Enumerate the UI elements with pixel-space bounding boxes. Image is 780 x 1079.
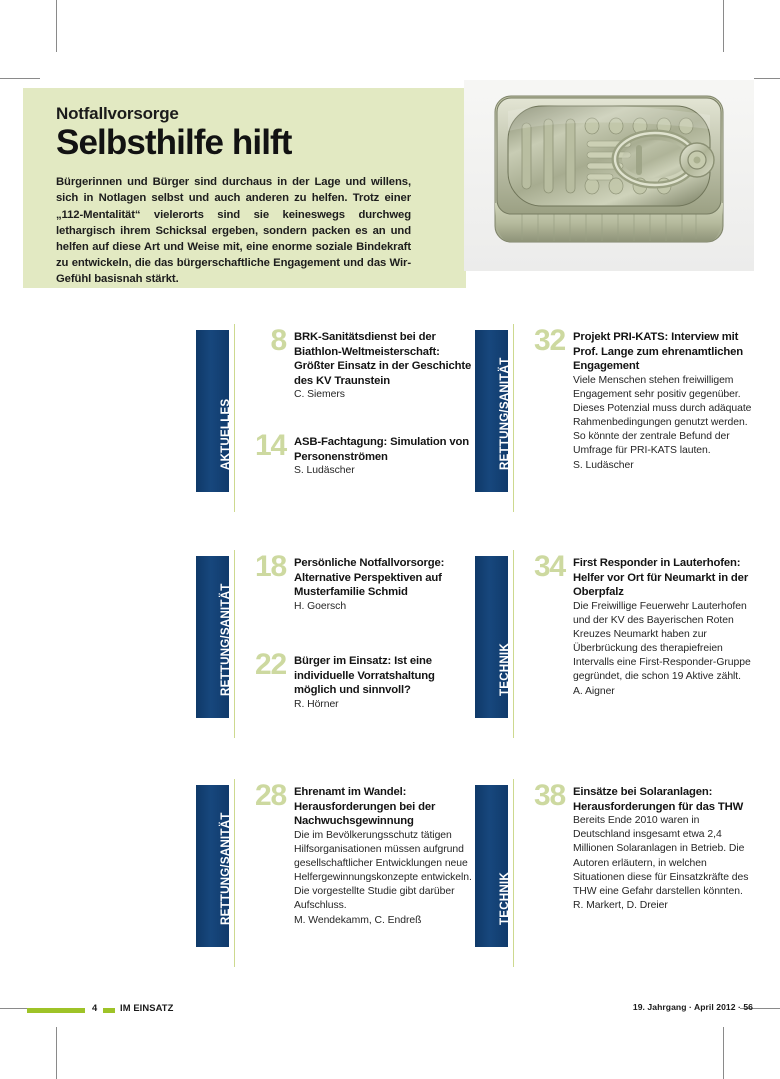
toc-entry-author: R. Hörner (294, 698, 339, 710)
toc-entry-title[interactable]: First Responder in Lauterhofen: Helfer vor Ort für Neumarkt in der Oberpfalz (573, 557, 749, 599)
footer-publication: IM EINSATZ (120, 1002, 174, 1013)
toc-entry[interactable] (521, 779, 761, 913)
category-rail (196, 556, 232, 718)
category-rail (196, 330, 232, 492)
header-kicker: Notfallvorsorge (56, 104, 179, 123)
green-divider-rule (234, 550, 235, 738)
toc-entry-author: S. Ludäscher (294, 465, 355, 477)
toc-page-number[interactable]: 34 (534, 550, 565, 583)
toc-entry-author: M. Wendekamm, C. Endreß (294, 914, 422, 926)
toc-entry-title[interactable]: Ehrenamt im Wandel: Herausforderungen bei der Nachwuchsgewinnung (294, 786, 436, 828)
toc-group (196, 779, 472, 947)
toc-entry-author: R. Markert, D. Dreier (573, 899, 668, 911)
toc-page-number[interactable]: 32 (534, 324, 565, 357)
toc-group (475, 779, 749, 947)
toc-entry-title[interactable]: Persönliche Notfallvorsorge: Alternative Perspektiven auf Musterfamilie Schmid (294, 557, 445, 599)
toc-entry-title[interactable]: ASB-Fachtagung: Simulation von Personenströmen (294, 436, 469, 463)
toc-entry-body (294, 556, 476, 614)
green-divider-rule (234, 779, 235, 967)
toc-entry-body (573, 556, 755, 699)
category-label-text: TECHNIK (498, 872, 511, 925)
toc-entry[interactable] (242, 429, 482, 478)
toc-entry-body (294, 435, 476, 478)
toc-entry[interactable] (521, 550, 761, 699)
footer-issue: 19. Jahrgang · April 2012 · 56 (632, 1002, 753, 1012)
toc-group (196, 324, 472, 492)
toc-entry-title[interactable]: Projekt PRI-KATS: Interview mit Prof. Lange zum ehrenamtlichen Engagement (573, 331, 744, 373)
category-label-text: RETTUNG/SANITÄT (498, 357, 511, 470)
toc-entry-body (573, 785, 755, 913)
toc-entry-blurb: Bereits Ende 2010 waren in Deutschland insgesamt etwa 2,4 Millionen Solaranlagen in Betrieb. Die Autoren erläutern, in welchen Situationen diese für Einsatzkräfte des THW eine Gefahr darstellen könnten. (573, 815, 749, 897)
page-title: Selbsthilfe hilft (56, 122, 292, 162)
toc-entry-author: A. Aigner (573, 685, 615, 697)
toc-page-number[interactable]: 8 (270, 324, 286, 357)
category-label-text: TECHNIK (498, 643, 511, 696)
category-label-text: AKTUELLES (219, 398, 232, 470)
header-lede: Bürgerinnen und Bürger sind durchaus in der Lage und willens, sich in Notlagen selbst und auch anderen zu helfen. Trotz einer „112-Mentalität“ vielerorts sind sie keineswegs durchweg lethargisch ihrem Schicksal ergeben, sondern packen es an und helfen auf diese Art und Weise mit, eine enorme soziale Bindekraft zu entwickeln, die das bürgerschaftliche Engagement und das Wir-Gefühl basisnah stärkt. (56, 176, 411, 285)
category-rail (196, 785, 232, 947)
toc-group (475, 550, 751, 718)
toc-page-number[interactable]: 28 (255, 779, 286, 812)
green-divider-rule (234, 324, 235, 512)
category-rail (475, 556, 511, 718)
footer-green-bar (27, 1008, 85, 1013)
toc-entry[interactable] (242, 550, 482, 614)
category-label-text: RETTUNG/SANITÄT (219, 812, 232, 925)
green-divider-rule (513, 779, 514, 967)
toc-entry-blurb: Viele Menschen stehen freiwilligem Engagement sehr positiv gegenüber. Dieses Potenzial muss durch adäquate Rahmenbedingungen genutzt werden. So könnte der zentrale Befund der Umfrage für PRI-KATS lauten. (573, 374, 752, 457)
toc-entry-body (294, 654, 476, 712)
toc-entry-body (294, 785, 476, 928)
toc-entry-author: C. Siemers (294, 389, 345, 401)
toc-page-number[interactable]: 14 (255, 429, 286, 462)
toc-entry-title[interactable]: Bürger im Einsatz: Ist eine individuelle Vorratshaltung möglich und sinnvoll? (294, 655, 435, 697)
toc-entry-title[interactable]: Einsätze bei Solaranlagen: Herausforderungen für das THW (573, 786, 744, 813)
toc-entry-author: H. Goersch (294, 600, 347, 612)
toc-page-number[interactable]: 18 (255, 550, 286, 583)
toc-entry[interactable] (242, 648, 482, 712)
category-rail (475, 785, 511, 947)
toc-entry-blurb: Die im Bevölkerungsschutz tätigen Hilfsorganisationen müssen aufgrund gesellschaftlicher Entwicklungen neue Helfergewinnungskonzepte entwickeln. Die vorgestellte Studie gibt darüber Aufschluss. (294, 829, 472, 912)
toc-entry-blurb: Die Freiwillige Feuerwehr Lauterhofen und der KV des Bayerischen Roten Kreuzes Neumarkt haben zur Überbrückung des therapiefreien Intervalls eine First-Responder-Gruppe gegründet, die schon 19 Aktive zählt. (573, 600, 751, 683)
toc-group (475, 324, 752, 492)
toc-entry-author: S. Ludäscher (573, 459, 634, 471)
toc-entry[interactable] (242, 779, 482, 928)
green-divider-rule (513, 324, 514, 512)
toc-entry-body (294, 330, 476, 402)
toc-group (196, 550, 445, 718)
category-rail (475, 330, 511, 492)
toc-entry-body (573, 330, 755, 473)
toc-entry-title[interactable]: BRK-Sanitätsdienst bei der Biathlon-Weltmeisterschaft: Größter Einsatz in der Geschichte des KV Traunstein (294, 331, 472, 387)
green-divider-rule (513, 550, 514, 738)
toc-page-number[interactable]: 22 (255, 648, 286, 681)
footer-green-dash (103, 1008, 115, 1013)
toc-entry[interactable] (242, 324, 482, 402)
category-label-text: RETTUNG/SANITÄT (219, 583, 232, 696)
toc-entry[interactable] (521, 324, 761, 473)
footer-page-number: 4 (92, 1002, 98, 1013)
toc-page-number[interactable]: 38 (534, 779, 565, 812)
